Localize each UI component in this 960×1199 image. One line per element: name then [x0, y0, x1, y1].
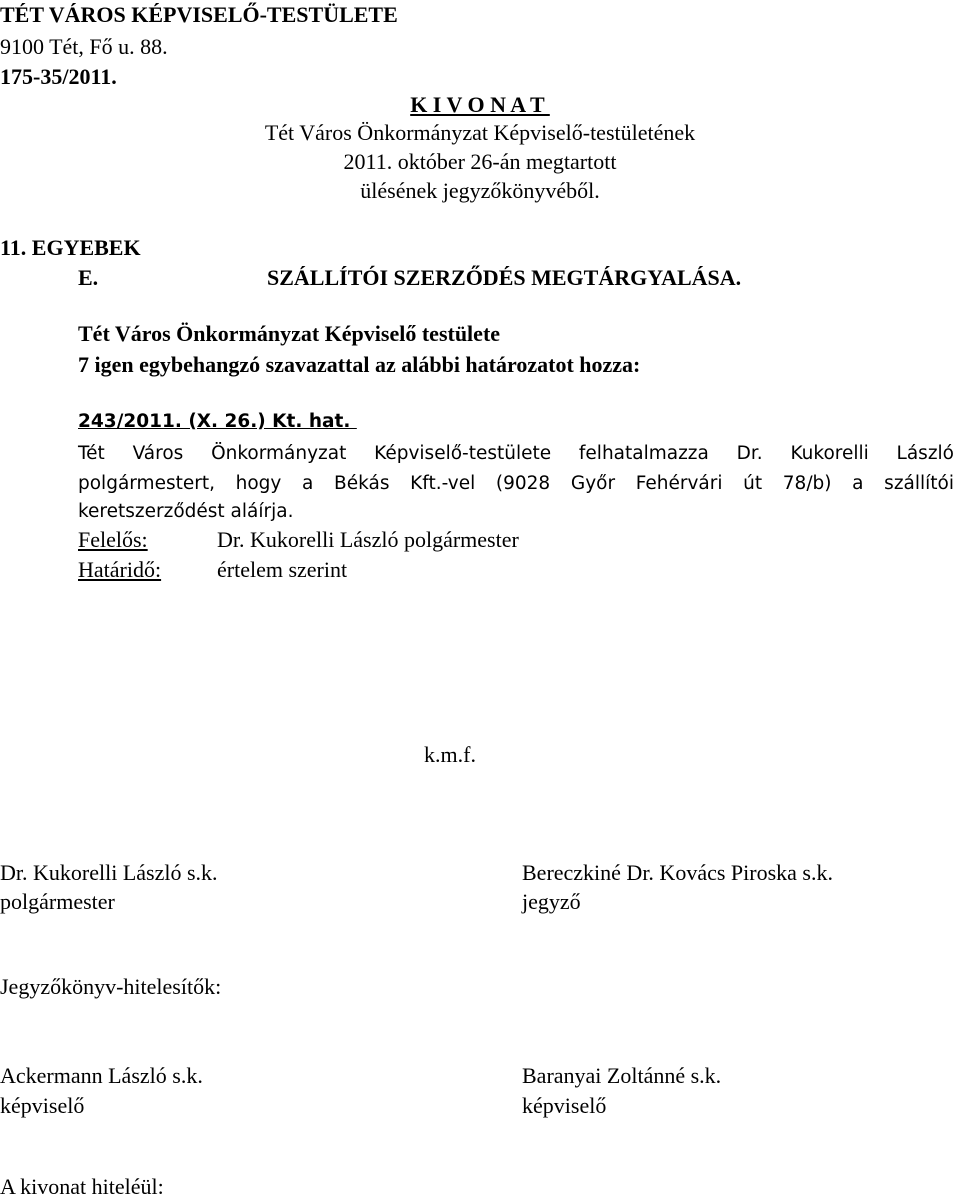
- council-name: TÉT VÁROS KÉPVISELŐ-TESTÜLETE: [0, 2, 398, 27]
- responsible-value: Dr. Kukorelli László polgármester: [217, 527, 519, 552]
- authenticators-label: Jegyzőkönyv-hitelesítők:: [0, 974, 222, 999]
- authenticator-name-2: Baranyai Zoltánné s.k.: [522, 1063, 722, 1088]
- responsible-label: Felelős:: [78, 527, 148, 552]
- agenda-letter: E.: [78, 265, 99, 290]
- signature-name-mayor: Dr. Kukorelli László s.k.: [0, 860, 218, 885]
- document-title: K I V O N A T: [410, 92, 550, 117]
- authenticator-role-2: képviselő: [522, 1093, 607, 1118]
- resolution-text-line-1: Tét Város Önkormányzat Képviselő-testülete felhatalmazza Dr. Kukorelli László: [78, 443, 954, 464]
- title-line-1: Tét Város Önkormányzat Képviselő-testületének: [264, 120, 696, 145]
- resolution-text-line-2: polgármestert, hogy a Békás Kft.-vel (9028 Győr Fehérvári út 78/b) a szállítói: [78, 473, 954, 494]
- signature-role-mayor: polgármester: [0, 889, 115, 914]
- resolution-text-line-3: keretszerződést aláírja.: [78, 501, 294, 522]
- closing-kmf: k.m.f.: [424, 742, 476, 767]
- signature-role-notary: jegyző: [522, 889, 581, 914]
- resolution-number: 243/2011. (X. 26.) Kt. hat.: [78, 411, 357, 432]
- council-address: 9100 Tét, Fő u. 88.: [0, 34, 168, 59]
- deadline-value: értelem szerint: [217, 557, 348, 582]
- authenticator-name-1: Ackermann László s.k.: [0, 1063, 203, 1088]
- title-line-2: 2011. október 26-án megtartott: [343, 149, 617, 174]
- title-line-3: ülésének jegyzőkönyvéből.: [360, 178, 600, 203]
- authenticator-role-1: képviselő: [0, 1093, 85, 1118]
- signature-name-notary: Bereczkiné Dr. Kovács Piroska s.k.: [522, 860, 833, 885]
- decision-intro-line-1: Tét Város Önkormányzat Képviselő testülete: [78, 321, 501, 346]
- decision-intro-line-2: 7 igen egybehangzó szavazattal az alábbi határozatot hozza:: [78, 352, 641, 377]
- agenda-number: 11. EGYEBEK: [0, 235, 141, 260]
- attestation-label: A kivonat hiteléül:: [0, 1174, 164, 1199]
- deadline-label: Határidő:: [78, 557, 162, 582]
- agenda-subject: SZÁLLÍTÓI SZERZŐDÉS MEGTÁRGYALÁSA.: [267, 265, 742, 290]
- reference-number: 175-35/2011.: [0, 64, 117, 89]
